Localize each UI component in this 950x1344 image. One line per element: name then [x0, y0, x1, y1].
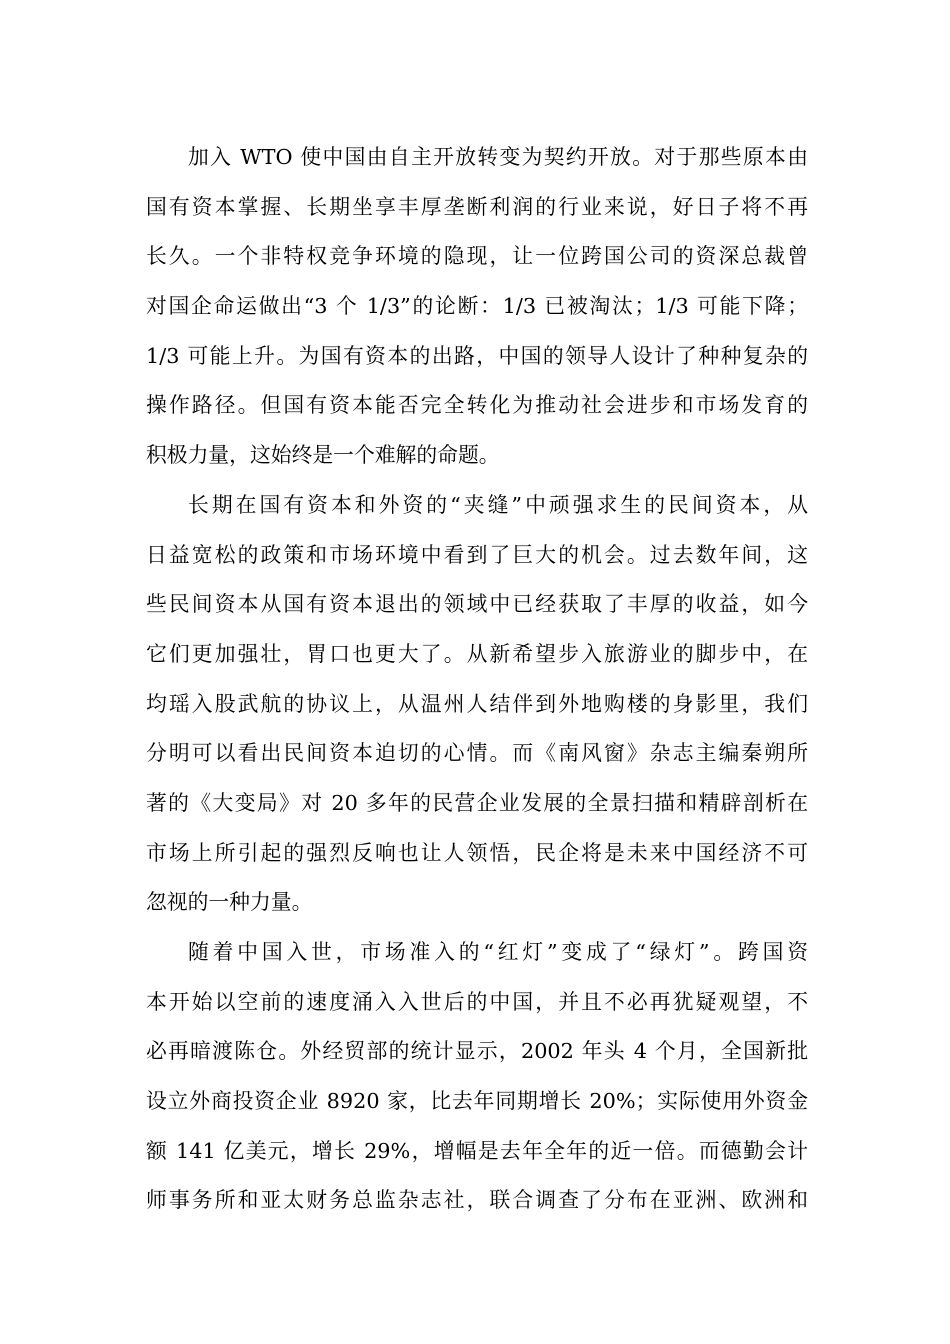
text-line: 著的《大变局》对 20 多年的民营企业发展的全景扫描和精辟剖析在 [146, 790, 808, 815]
text-line: 设立外商投资企业 8920 家，比去年同期增长 20%；实际使用外资金 [146, 1089, 808, 1114]
text-line: 对国企命运做出“3 个 1/3”的论断：1/3 已被淘汰；1/3 可能下降； [146, 294, 808, 319]
text-line: 额 141 亿美元，增长 29%，增幅是去年全年的近一倍。而德勤会计 [146, 1138, 808, 1163]
text-line: 长久。一个非特权竞争环境的隐现，让一位跨国公司的资深总裁曾 [146, 244, 808, 269]
text-line: 必再暗渡陈仓。外经贸部的统计显示，2002 年头 4 个月，全国新批 [146, 1039, 808, 1064]
document-body [146, 133, 808, 1226]
text-line: 长期在国有资本和外资的“夹缝”中顽强求生的民间资本，从 [188, 492, 808, 517]
text-line: 它们更加强壮，胃口也更大了。从新希望步入旅游业的脚步中，在 [146, 641, 808, 666]
text-line: 1/3 可能上升。为国有资本的出路，中国的领导人设计了种种复杂的 [146, 343, 808, 368]
text-line: 国有资本掌握、长期坐享丰厚垄断利润的行业来说，好日子将不再 [146, 194, 808, 219]
text-line: 忽视的一种力量。 [146, 890, 313, 915]
paragraph-2 [146, 481, 808, 928]
paragraph-1 [146, 133, 808, 481]
text-line: 市场上所引起的强烈反响也让人领悟，民企将是未来中国经济不可 [146, 840, 808, 865]
text-line: 师事务所和亚太财务总监杂志社，联合调查了分布在亚洲、欧洲和 [146, 1188, 808, 1213]
text-line: 均瑶入股武航的协议上，从温州人结伴到外地购楼的身影里，我们 [146, 691, 808, 716]
text-line: 本开始以空前的速度涌入入世后的中国，并且不必再犹疑观望，不 [146, 989, 808, 1014]
text-line: 积极力量，这始终是一个难解的命题。 [146, 443, 500, 468]
paragraph-3 [146, 928, 808, 1226]
text-line: 些民间资本从国有资本退出的领域中已经获取了丰厚的收益，如今 [146, 592, 808, 617]
text-line: 分明可以看出民间资本迫切的心情。而《南风窗》杂志主编秦朔所 [146, 741, 808, 766]
text-line: 加入 WTO 使中国由自主开放转变为契约开放。对于那些原本由 [188, 145, 808, 169]
text-line: 操作路径。但国有资本能否完全转化为推动社会进步和市场发育的 [146, 393, 808, 418]
text-line: 随着中国入世，市场准入的“红灯”变成了“绿灯”。跨国资 [188, 940, 808, 964]
text-line: 日益宽松的政策和市场环境中看到了巨大的机会。过去数年间，这 [146, 542, 808, 567]
